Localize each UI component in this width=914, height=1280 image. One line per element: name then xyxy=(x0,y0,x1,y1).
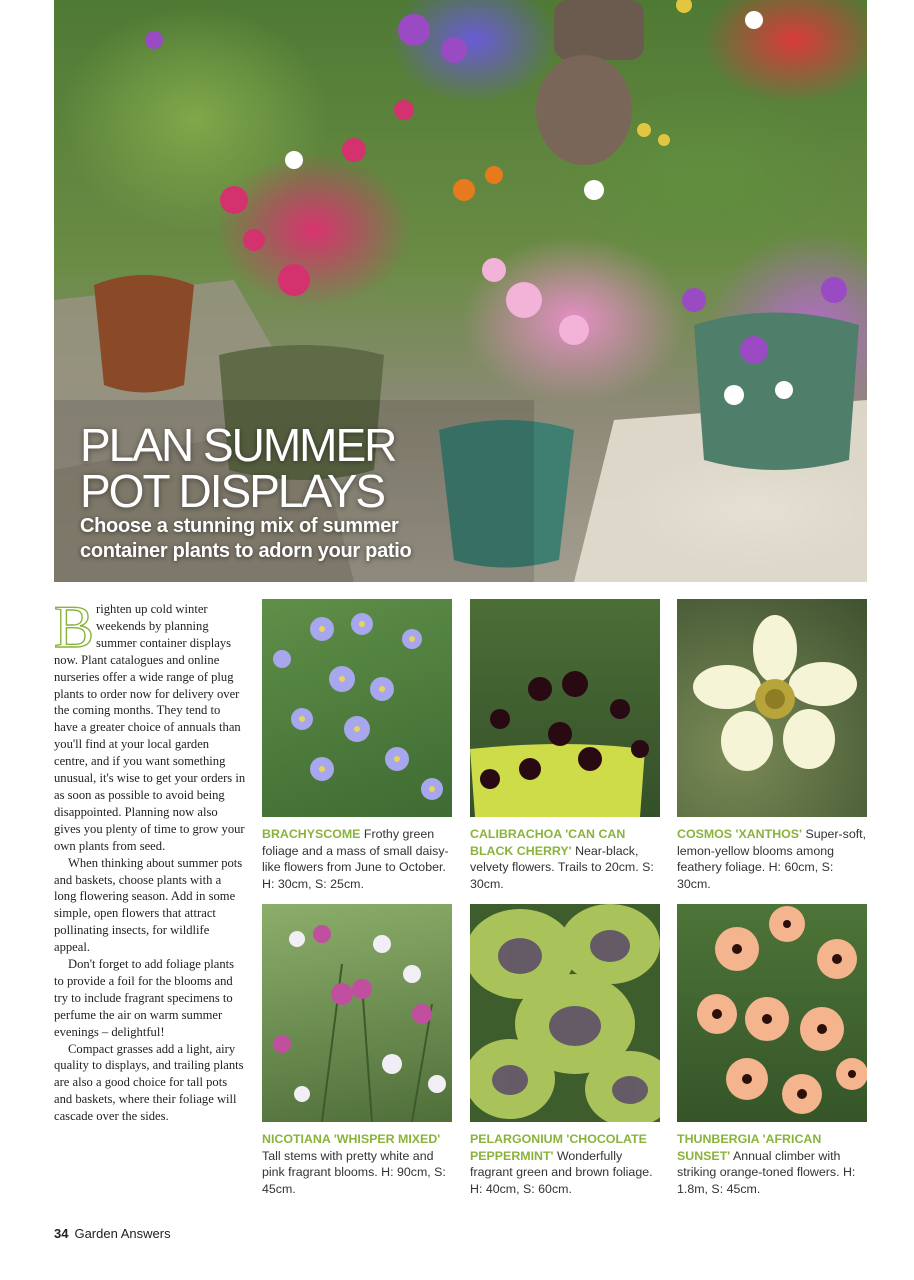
plant-caption xyxy=(470,826,660,892)
brachyscome-photo xyxy=(262,599,452,817)
plant-card-nicotiana xyxy=(262,904,452,1197)
intro-paragraph-4: Compact grasses add a light, airy quality to displays, and trailing plants are also a good choice for tall pots and baskets, where their foliage will cascade over the sides. xyxy=(54,1041,244,1124)
plant-description: Tall stems with pretty white and pink fragrant blooms. H: 90cm, S: 45cm. xyxy=(262,1148,446,1196)
plant-name: PELARGONIUM 'CHOCOLATE PEPPERMINT' xyxy=(470,1132,647,1163)
plant-card-calibrachoa xyxy=(470,599,660,892)
plant-name: COSMOS 'XANTHOS' xyxy=(677,827,802,841)
plant-caption xyxy=(677,826,867,892)
page-number: 34 xyxy=(54,1226,69,1241)
plant-description: Super-soft, lemon-yellow blooms among feathery foliage. H: 60cm, S: 30cm. xyxy=(677,827,867,891)
magazine-name: Garden Answers xyxy=(74,1226,171,1241)
subtitle-line-2: container plants to adorn your patio xyxy=(80,540,412,562)
intro-paragraph-1: Brighten up cold winter weekends by planning summer container displays now. Plant catalogues and online nurseries offer a wide range of plug plants to order now for delivery over the coming months. They tend to have a greater choice of annuals than you'll find at your local garden centre, and if you want something unusual, it's wise to get your orders in as soon as possible to avoid being disappointed. Planning now also gives you plenty of time to grow your own plants from seed. xyxy=(54,594,246,853)
plant-name: NICOTIANA 'WHISPER MIXED' xyxy=(262,1132,441,1146)
title-line-1: PLAN SUMMER xyxy=(80,419,396,471)
title-line-2: POT DISPLAYS xyxy=(80,465,385,517)
hero-photo xyxy=(54,0,867,582)
plant-caption xyxy=(262,1131,452,1197)
page-title xyxy=(80,419,500,517)
intro-paragraph-3: Don't forget to add foliage plants to provide a foil for the blooms and try to include fragrant specimens to perfume the air on warm summer evenings – delightful! xyxy=(54,957,235,1039)
drop-cap: B xyxy=(54,594,95,660)
plant-description: Frothy green foliage and a mass of small daisy-like flowers from June to October. H: 30cm, S: 25cm. xyxy=(262,827,449,891)
plant-name: BRACHYSCOME xyxy=(262,827,361,841)
plant-name: THUNBERGIA 'AFRICAN SUNSET' xyxy=(677,1132,822,1163)
nicotiana-photo xyxy=(262,904,452,1122)
plant-card-thunbergia xyxy=(677,904,867,1197)
calibrachoa-photo xyxy=(470,599,660,817)
plant-card-brachyscome xyxy=(262,599,452,892)
thunbergia-photo xyxy=(677,904,867,1122)
subtitle-line-1: Choose a stunning mix of summer xyxy=(80,515,399,537)
cosmos-photo xyxy=(677,599,867,817)
plant-description: Near-black, velvety flowers. Trails to 20cm. S: 30cm. xyxy=(470,843,654,891)
page-subtitle xyxy=(80,514,500,564)
page-footer xyxy=(54,1226,171,1241)
plant-name: CALIBRACHOA 'CAN CAN BLACK CHERRY' xyxy=(470,827,626,858)
intro-article xyxy=(54,594,246,1125)
pelargonium-photo xyxy=(470,904,660,1122)
plant-caption xyxy=(677,1131,867,1197)
intro-paragraph-2: When thinking about summer pots and baskets, choose plants with a long flowering season. Add in some simple, open flowers that attract pollinating insects, for wildlife appeal. xyxy=(54,855,243,955)
plant-card-cosmos xyxy=(677,599,867,892)
plant-description: Wonderfully fragrant green and brown foliage. H: 40cm, S: 60cm. xyxy=(470,1148,653,1196)
plant-caption xyxy=(262,826,452,892)
plant-caption xyxy=(470,1131,660,1197)
plant-card-pelargonium xyxy=(470,904,660,1197)
plant-description: Annual climber with striking orange-toned flowers. H: 1.8m, S: 45cm. xyxy=(677,1148,856,1196)
